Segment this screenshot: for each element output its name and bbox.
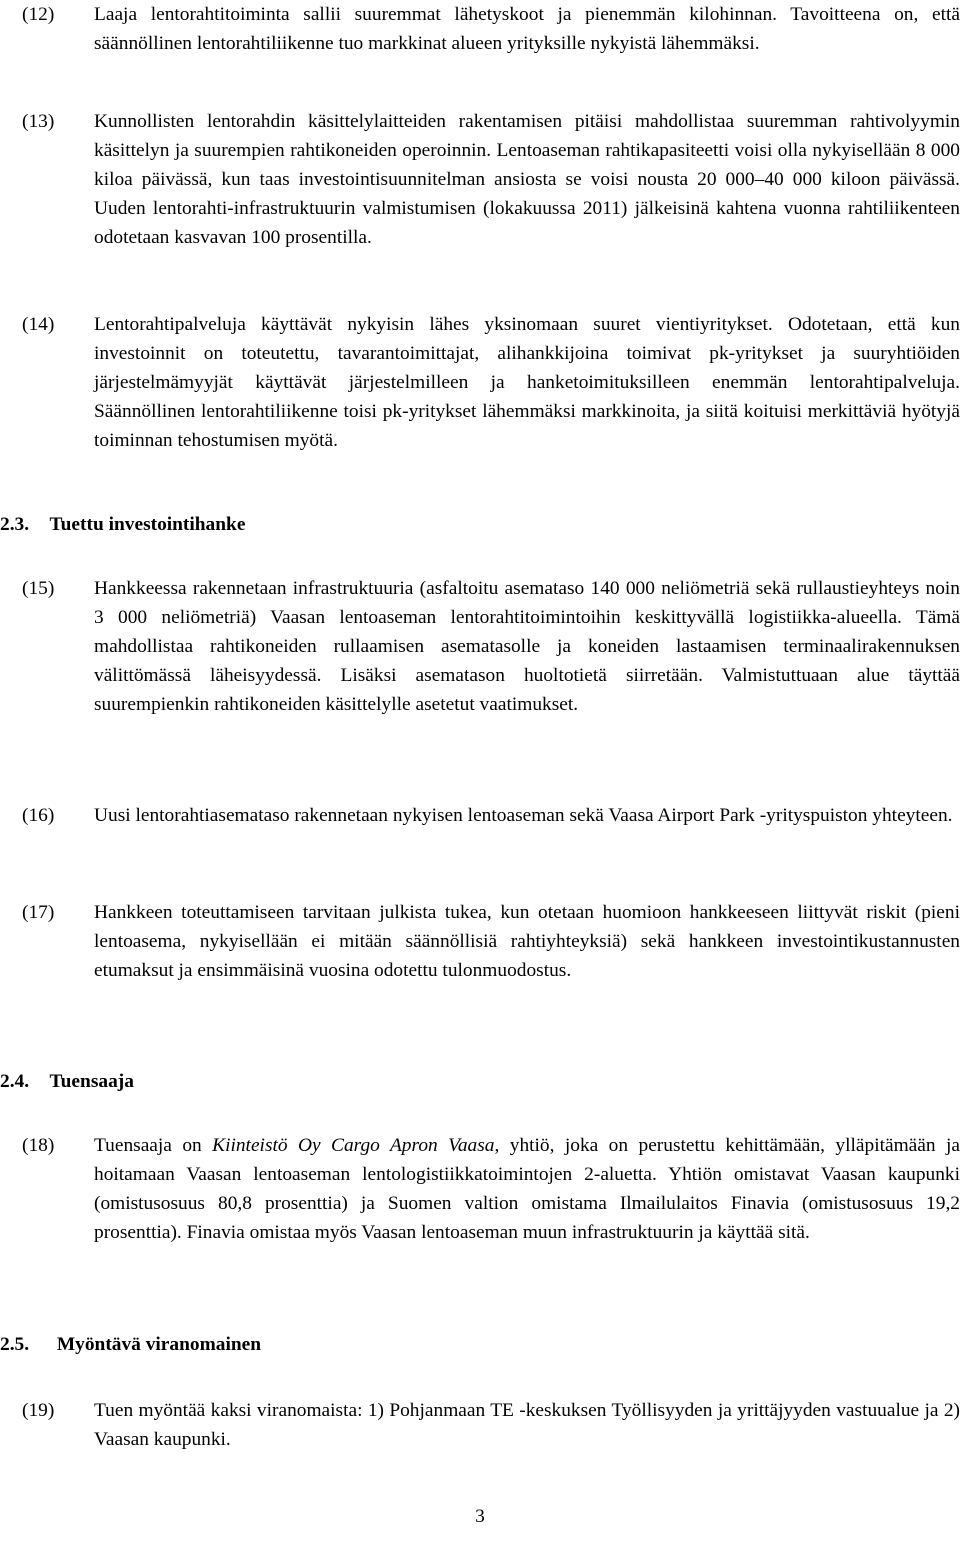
paragraph-text: Hankkeessa rakennetaan infrastruktuuria (asfaltoitu asemataso 140 000 neliömetriä sekä rullaustieyhteys noin 3 000 neliömetriä) Vaasan lentoaseman lentorahtitoimintoihin keskittyvällä logistiikka-alueella. Tämä mahdollistaa rahtikoneiden rullaamisen asematasolle ja koneiden lastaamisen terminaalirakennuksen välittömässä läheisyydessä. Lisäksi asematason huoltotietä siirretään. Valmistuttuaan alue täyttää suurempienkin rahtikoneiden käsittelylle asetetut vaatimukset. xyxy=(94,578,960,715)
page-number: 3 xyxy=(475,1506,485,1527)
text-segment: Tuensaaja on xyxy=(94,1135,213,1156)
section-title: Myöntävä viranomainen xyxy=(56,1334,262,1355)
section-heading-2-5 xyxy=(0,1330,261,1359)
paragraph-15 xyxy=(22,574,960,719)
text-segment: , yhtiö, joka on perustettu kehittämään, ylläpitämään ja hoitamaan Vaasan lentoaseman lentologistiikkatoimintojen 2-aluetta. Yhtiön omistavat Vaasan kaupunki (omistusosuus 80,8 prosenttia) ja Suomen valtion omistama Ilmailulaitos Finavia (omistusosuus 19,2 prosenttia). Finavia omistaa myös Vaasan lentoaseman muun infrastruktuurin ja käyttää sitä. xyxy=(94,1135,960,1243)
section-heading-2-3 xyxy=(0,510,245,539)
paragraph-number: (19) xyxy=(22,1400,55,1421)
section-number: 2.4. xyxy=(0,1071,30,1092)
paragraph-text: Hankkeen toteuttamiseen tarvitaan julkista tukea, kun otetaan huomioon hankkeeseen liittyvät riskit (pieni lentoasema, nykyisellään ei mitään säännöllisiä rahtiyhteyksiä) sekä hankkeen investointikustannusten etumaksut ja ensimmäisinä vuosina odotettu tulonmuodostus. xyxy=(94,902,960,981)
paragraph-text: Tuen myöntää kaksi viranomaista: 1) Pohjanmaan TE -keskuksen Työllisyyden ja yrittäjyyden vastuualue ja 2) Vaasan kaupunki. xyxy=(94,1400,960,1450)
paragraph-number: (14) xyxy=(22,314,55,335)
paragraph-19 xyxy=(22,1396,960,1454)
section-title: Tuensaaja xyxy=(49,1071,134,1092)
paragraph-number: (13) xyxy=(22,111,55,132)
paragraph-text xyxy=(94,1131,960,1247)
company-name: Kiinteistö Oy Cargo Apron Vaasa xyxy=(212,1135,495,1156)
paragraph-13 xyxy=(22,107,960,252)
paragraph-text: Kunnollisten lentorahdin käsittelylaitteiden rakentamisen pitäisi mahdollistaa suuremman rahtivolyymin käsittelyn ja suurempien rahtikoneiden operoinnin. Lentoaseman rahtikapasiteetti voisi olla nykyisellään 8 000 kiloa päivässä, kun taas investointisuunnitelman ansiosta se voisi nousta 20 000–40 000 kiloon päivässä. Uuden lentorahti-infrastruktuurin valmistumisen (lokakuussa 2011) jälkeisinä kahtena vuonna rahtiliikenteen odotetaan kasvavan 100 prosentilla. xyxy=(94,111,960,248)
paragraph-16 xyxy=(22,801,960,830)
paragraph-text: Uusi lentorahtiasemataso rakennetaan nykyisen lentoaseman sekä Vaasa Airport Park -yrityspuiston yhteyteen. xyxy=(94,805,953,826)
paragraph-text: Lentorahtipalveluja käyttävät nykyisin lähes yksinomaan suuret vientiyritykset. Odotetaan, että kun investoinnit on toteutettu, tavarantoimittajat, alihankkijoina toimivat pk-yritykset ja suuryhtiöiden järjestelmämyyjät käyttävät järjestelmilleen ja hanketoimituksilleen enemmän lentorahtipalveluja. Säännöllinen lentorahtiliikenne toisi pk-yritykset lähemmäksi markkinoita, ja siitä koituisi merkittäviä hyötyjä toiminnan tehostumisen myötä. xyxy=(94,314,960,451)
paragraph-17 xyxy=(22,898,960,985)
paragraph-12 xyxy=(22,0,960,58)
paragraph-number: (17) xyxy=(22,902,55,923)
paragraph-number: (12) xyxy=(22,4,55,25)
paragraph-number: (18) xyxy=(22,1135,55,1156)
section-heading-2-4 xyxy=(0,1067,134,1096)
paragraph-text: Laaja lentorahtitoiminta sallii suuremmat lähetyskoot ja pienemmän kilohinnan. Tavoitteena on, että säännöllinen lentorahtiliikenne tuo markkinat alueen yrityksille nykyistä lähemmäksi. xyxy=(94,4,960,54)
section-number: 2.3. xyxy=(0,514,30,535)
paragraph-18 xyxy=(22,1131,960,1247)
section-title: Tuettu investointihanke xyxy=(49,514,246,535)
paragraph-14 xyxy=(22,310,960,455)
paragraph-number: (15) xyxy=(22,578,55,599)
paragraph-number: (16) xyxy=(22,805,55,826)
section-number: 2.5. xyxy=(0,1334,30,1355)
